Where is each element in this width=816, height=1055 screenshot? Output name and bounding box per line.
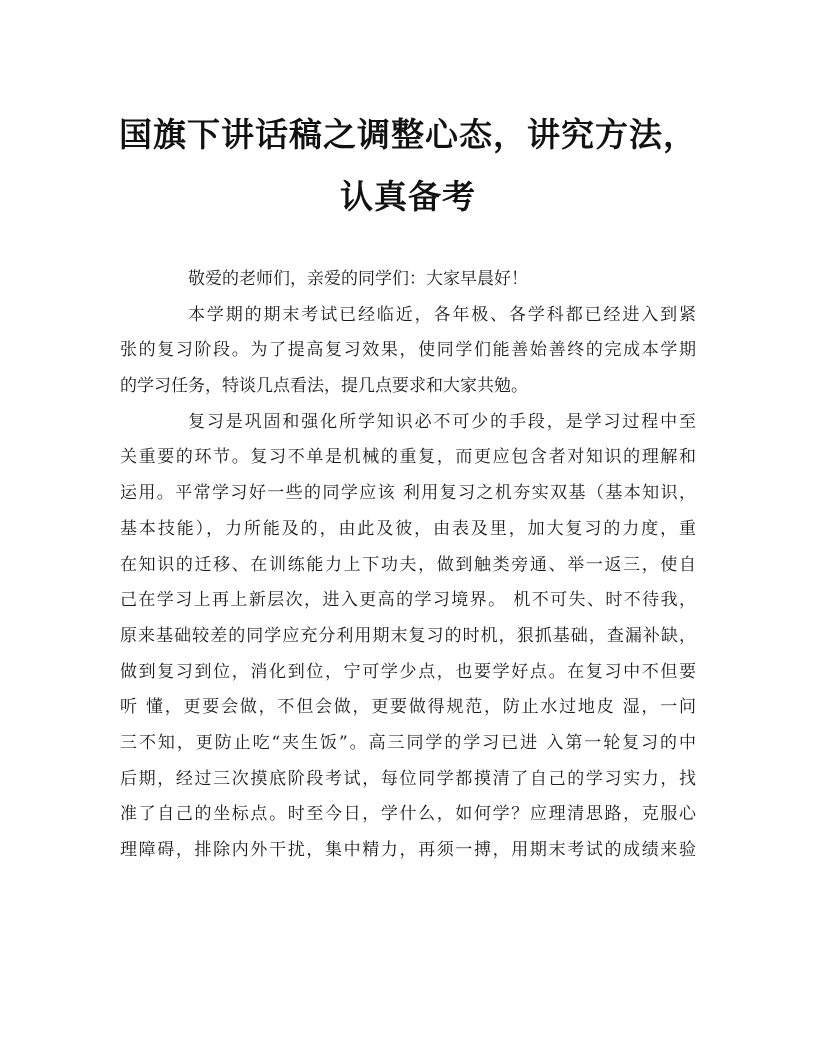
text-line: 理障碍，排除内外干扰，集中精力，再须一搏，用期末考试的成绩来验 bbox=[120, 840, 696, 860]
text-line: 张的复习阶段。为了提高复习效果，使同学们能善始善终的完成本学期 bbox=[120, 340, 696, 361]
text-line: 的学习任务，特谈几点看法，提几点要求和大家共勉。 bbox=[120, 376, 528, 397]
text-line: 基本技能），力所能及的，由此及彼，由表及里，加大复习的力度，重 bbox=[120, 518, 696, 539]
text-line: 敬爱的老师们，亲爱的同学们：大家早晨好！ bbox=[188, 269, 528, 289]
text-line: 在知识的迁移、在训练能力上下功夫，做到触类旁通、举一返三，使自 bbox=[120, 554, 696, 575]
text-line: 听 懂，更要会做，不但会做，更要做得规范，防止水过地皮 湿，一问 bbox=[120, 697, 696, 718]
document-title bbox=[110, 104, 706, 228]
text-line: 原来基础较差的同学应充分利用期末复习的时机，狠抓基础，查漏补缺， bbox=[120, 625, 696, 646]
text-line: 复习是巩固和强化所学知识必不可少的手段，是学习过程中至 bbox=[188, 411, 696, 432]
text-line: 后期，经过三次摸底阶段考试，每位同学都摸清了自己的学习实力，找 bbox=[120, 768, 696, 789]
title-line-2: 认真备考 bbox=[340, 177, 476, 216]
text-line: 准了自己的坐标点。时至今日，学什么，如何学？应理清思路，克服心 bbox=[120, 804, 696, 825]
text-line: 运用。平常学习好一些的同学应该 利用复习之机夯实双基（基本知识， bbox=[120, 483, 696, 504]
document-body bbox=[120, 262, 696, 869]
review-paragraph bbox=[120, 405, 696, 869]
intro-paragraph bbox=[120, 298, 696, 405]
text-line: 己在学习上再上新层次，进入更高的学习境界。 机不可失、时不待我， bbox=[120, 590, 696, 611]
text-line: 本学期的期末考试已经临近，各年极、各学科都已经进入到紧 bbox=[188, 304, 696, 325]
text-line: 做到复习到位，消化到位，宁可学少点，也要学好点。在复习中不但要 bbox=[120, 661, 696, 682]
title-line-1: 国旗下讲话稿之调整心态，讲究方法， bbox=[119, 115, 697, 154]
greeting-paragraph bbox=[120, 262, 696, 298]
text-line: 关重要的环节。复习不单是机械的重复，而更应包含者对知识的理解和 bbox=[120, 447, 696, 468]
text-line: 三不知，更防止吃“夹生饭”。高三同学的学习已进 入第一轮复习的中 bbox=[120, 732, 696, 753]
